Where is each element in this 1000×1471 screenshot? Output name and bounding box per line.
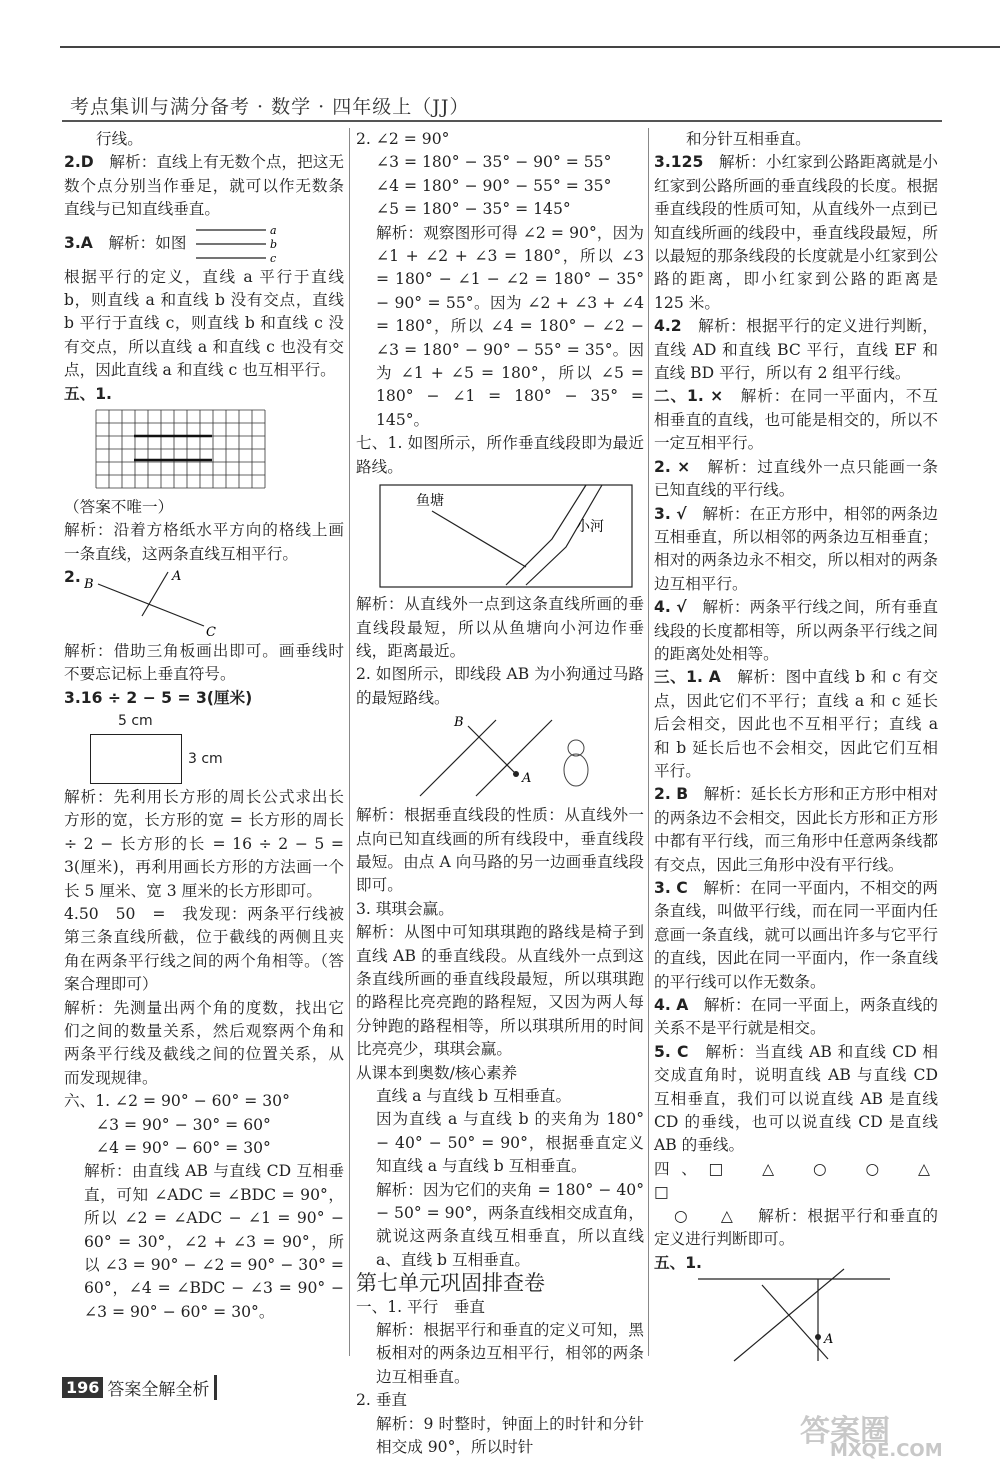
fig-label-b: b: [270, 237, 278, 251]
sub-section-title: 从课本到奥数/核心素养: [356, 1063, 518, 1082]
fig-label-b: B: [84, 576, 94, 592]
section-4: 四、□ △ ○ ○ △ □: [654, 1159, 962, 1202]
explanation: 解析：过直线外一点只能画一条已知直线的平行线。: [654, 457, 938, 500]
answer-2: [64, 151, 344, 221]
column-2: [356, 128, 644, 1460]
section-6: 六、1. ∠2 = 90° − 60° = 30°: [64, 1092, 290, 1111]
explanation: 解析：从图中可知琪琪跑的路线是椅子到直线 AB 的垂直线段。从直线外一点到这条直线所画的垂直线段最短，所以琪琪跑的路程比亮亮跑的路程短，又因为两人每分钟跑的路程相等，所以琪琪所用的时间比亮亮少，琪琪会赢。: [356, 923, 644, 1059]
section-5: 五、1.: [64, 384, 112, 403]
fig-label-a: A: [522, 771, 532, 787]
text-line: 和分针互相垂直。: [686, 130, 811, 148]
formula-line: ∠4 = 180° − 90° − 55° = 35°: [376, 176, 612, 195]
top-rule: [60, 46, 1000, 48]
fig-label-c: c: [270, 251, 277, 265]
explanation: 解析：先测量出两个角的度数，找出它们之间的数量关系，然后观察两个角和两条平行线及截线之间的位置关系，从而发现规律。: [64, 998, 344, 1087]
answer-number: 2. B: [654, 785, 689, 804]
explanation: 解析：两条平行线之间，所有垂直线段的长度都相等，所以两条平行线之间的距离处处相等。: [654, 598, 938, 663]
shape-answers: ○ △: [674, 1206, 742, 1225]
answer-4: 4.50 50 = 我发现：两条平行线被第三条直线所截，位于截线的两侧且夹角在两条平行线之间的两个角相等。（答案合理即可）: [64, 904, 344, 994]
answer-3: [654, 151, 938, 315]
unit-title: 第七单元巩固排查卷: [356, 1271, 545, 1296]
text-line: 行线。: [96, 130, 143, 148]
explanation: 解析：9 时整时，钟面上的时针和分针相交成 90°，所以时针: [376, 1414, 644, 1457]
top-bar: [0, 0, 1000, 46]
answer-number: 3.A: [64, 233, 93, 252]
rect-height-label: 3 cm: [188, 750, 223, 767]
footer-label: 答案全解全析: [107, 1375, 217, 1400]
explanation: 解析：借助三角板画出即可。画垂线时不要忘记标上垂直符号。: [64, 641, 344, 684]
rect-width-label: 5 cm: [118, 712, 153, 729]
explanation: 解析：根据垂直线段的性质：从直线外一点向已知直线画的所有线段中，垂直线段最短。由点 A 向马路的另一边画垂直线段即可。: [356, 806, 644, 895]
pond-label: 鱼塘: [416, 493, 444, 510]
answer-number: 二、1. ×: [654, 387, 724, 406]
section-5: 五、1.: [654, 1253, 702, 1272]
text-line: 直线 a 与直线 b 互相垂直。: [376, 1087, 572, 1105]
answer-number: 3. C: [654, 879, 688, 897]
formula-line: ∠3 = 180° − 35° − 90° = 55°: [376, 153, 612, 172]
explanation: 解析：沿着方格纸水平方向的格线上画一条直线，这两条直线互相平行。: [64, 521, 344, 563]
answer-number: 3. √: [654, 504, 687, 523]
grid-figure: [94, 408, 274, 494]
section-7: 七、1. 如图所示，所作垂直线段即为最近路线。: [356, 434, 644, 476]
fig-label-b: B: [454, 715, 464, 731]
section-4-cont: [654, 1205, 938, 1252]
explanation: 解析：先利用长方形的周长公式求出长方形的宽，长方形的宽 = 长方形的周长 ÷ 2 − 长方形的长 = 16 ÷ 2 − 5 = 3(厘米)，再利用画长方形的方法画一个长 5 厘米、宽 3 厘米的长方形即可。: [64, 787, 344, 900]
answer-number: 2.D: [64, 153, 94, 172]
explanation: 解析：根据平行和垂直的定义可知，黑板相对的两条边互相平行，相邻的两条边互相垂直。: [376, 1321, 644, 1386]
column-1: [64, 128, 344, 1324]
section-3-4: [654, 994, 938, 1041]
explanation: 解析：因为它们的夹角 = 180° − 40° − 50° = 90°，两条直线相交成直角，就说这两条直线互相垂直，所以直线 a、直线 b 互相垂直。: [376, 1180, 644, 1269]
answer-number: 2. ×: [654, 457, 691, 476]
section-3-2: [654, 783, 938, 877]
river-label: 小河: [576, 519, 604, 536]
fig-label-c: C: [206, 624, 216, 638]
pond-river-figure: [376, 481, 636, 591]
explanation: 解析：从直线外一点到这条直线所画的垂直线段最短，所以从鱼塘向小河边作垂线，距离最近。: [356, 595, 644, 660]
page-number: 196: [62, 1377, 103, 1398]
dog-icon: [564, 740, 588, 786]
section-2-1: [654, 385, 938, 455]
section-3-5: [654, 1041, 938, 1158]
section-7-2: 2. 如图所示，即线段 AB 为小狗通过马路的最短路线。: [356, 665, 644, 707]
explanation: 解析：根据平行和垂直的定义进行判断即可。: [654, 1206, 938, 1249]
perpendicular-figure: [84, 568, 284, 638]
answer-note: （答案不唯一）: [64, 498, 174, 517]
watermark-site: MXQE.COM: [830, 1440, 943, 1461]
answer-3: [64, 222, 344, 266]
section-5-3: 3.16 ÷ 2 − 5 = 3(厘米): [64, 688, 253, 707]
fig-label-a: A: [824, 1331, 834, 1347]
explanation: 解析：观察图形可得 ∠2 = 90°，因为 ∠1 + ∠2 + ∠3 = 180°，所以 ∠3 = 180° − ∠1 − ∠2 = 180° − 35° − 90° = 55°。因为 ∠2 + ∠3 + ∠4 = 180°，所以 ∠4 = 180° − ∠2 − ∠3 = 180° − 90° − 55° = 35°。因为 ∠1 + ∠5 = 180°，所以 ∠5 = 180° − ∠1 = 180° − 35° = 145°。: [376, 223, 644, 429]
answer-number: 4.2: [654, 317, 682, 336]
column-3: [654, 128, 962, 1367]
page-footer: [62, 1374, 217, 1400]
fig-label-a: A: [172, 568, 182, 584]
answer-number: 4. A: [654, 996, 689, 1015]
rectangle-figure: [78, 710, 344, 786]
page-header: 考点集训与满分备考 · 数学 · 四年级上（JJ）: [70, 96, 470, 118]
unit-answer-2: 2. 垂直: [356, 1391, 408, 1410]
column-divider-1: [349, 128, 350, 1356]
explanation: 解析：由直线 AB 与直线 CD 互相垂直，可知 ∠ADC = ∠BDC = 90°，所以 ∠2 = ∠ADC − ∠1 = 90° − 60° = 30°，∠2 + ∠3 = 90°，所以 ∠3 = 90° − ∠2 = 90° − 30° = 60°，∠4 = ∠BDC − ∠3 = 90° − ∠3 = 90° − 60° = 30°。: [84, 1162, 344, 1321]
column-divider-2: [648, 128, 649, 1356]
parallel-lines-figure: [192, 222, 282, 266]
formula-line: 2. ∠2 = 90°: [356, 130, 450, 148]
explanation: 解析：在同一平面内，不相交的两条直线，叫做平行线，而在同一平面内任意画一条直线，就可以画出许多与它平行的直线，因此在同一平面内，作一条直线的平行线可以作无数条。: [654, 879, 938, 991]
rectangle: [90, 734, 182, 784]
formula-line: ∠3 = 90° − 30° = 60°: [96, 1115, 271, 1134]
explanation: 根据平行的定义，直线 a 平行于直线 b，则直线 a 和直线 b 没有交点，直线 b 平行于直线 c，则直线 b 和直线 c 没有交点，所以直线 a 和直线 c 也没有交点，因此直线 a 和直线 c 也互相平行。: [64, 267, 344, 380]
explanation: 解析：当直线 AB 和直线 CD 相交成直角时，说明直线 AB 与直线 CD 互相垂直，我们可以说直线 AB 是直线 CD 的垂线，也可以说直线 CD 是直线 AB 的垂线。: [654, 1042, 938, 1155]
explanation: 解析：在同一平面内，不互相垂直的直线，也可能是相交的，所以不一定互相平行。: [654, 387, 938, 453]
answer-number: 5. C: [654, 1042, 689, 1061]
section-3-3: [654, 877, 938, 994]
answer-4: [654, 315, 938, 385]
explanation: 解析：图中直线 b 和 c 有交点，因此它们不平行；直线 a 和 c 延长后会相交，因此也不互相平行；直线 a 和 b 延长后也不会相交，因此它们互相平行。: [654, 668, 938, 780]
section-2-4: [654, 596, 938, 666]
section-2-3: [654, 503, 938, 597]
explanation-lead: 解析：如图: [108, 233, 187, 252]
explanation: 解析：小红家到公路距离就是小红家到公路所画的垂直线段的长度。根据垂直线段的性质可知，从直线外一点到已知直线所画的线段中，垂直线段最短，所以最短的那条线段的长度就是小红家到公路的距离，即小红家到公路的距离是 125 米。: [654, 153, 938, 312]
fig-label-a: a: [270, 223, 277, 237]
explanation: 解析：延长长方形和正方形中相对的两条边不会相交，因此长方形和正方形中都有平行线，而三角形中任意两条线都有交点，因此三角形中没有平行线。: [654, 785, 938, 874]
perpendicular-through-point-figure: [694, 1265, 894, 1365]
explanation: 解析：在同一平面上，两条直线的关系不是平行就是相交。: [654, 996, 938, 1038]
section-3-1: [654, 666, 938, 783]
formula-line: ∠5 = 180° − 35° = 145°: [376, 200, 571, 219]
answer-number: 3.125: [654, 153, 704, 172]
explanation: 解析：直线上有无数个点，把这无数个点分别当作垂足，就可以作无数条直线与已知直线垂直。: [64, 153, 344, 219]
header-rule: [62, 120, 942, 122]
answer-number: 三、1. A: [654, 668, 721, 687]
answer-number: 4. √: [654, 598, 687, 617]
section-5-2: 2.: [64, 568, 81, 587]
text-line: 因为直线 a 与直线 b 的夹角为 180° − 40° − 50° = 90°，根据垂直定义知直线 a 与直线 b 互相垂直。: [376, 1110, 644, 1176]
watermark: 答案圈: [800, 1414, 890, 1449]
unit-answer-1: 一、1. 平行 垂直: [356, 1297, 485, 1316]
formula-line: ∠4 = 90° − 60° = 30°: [96, 1139, 271, 1157]
section-2-2: [654, 456, 938, 503]
explanation: 解析：根据平行的定义进行判断，直线 AD 和直线 BC 平行，直线 EF 和直线 BD 平行，所以有 2 组平行线。: [654, 317, 938, 383]
answer-3: 3. 琪琪会赢。: [356, 899, 454, 918]
explanation: 解析：在正方形中，相邻的两条边互相垂直，所以相邻的两条边互相垂直；相对的两条边永不相交，所以相对的两条边互相平行。: [654, 504, 938, 593]
road-figure: [416, 712, 636, 802]
